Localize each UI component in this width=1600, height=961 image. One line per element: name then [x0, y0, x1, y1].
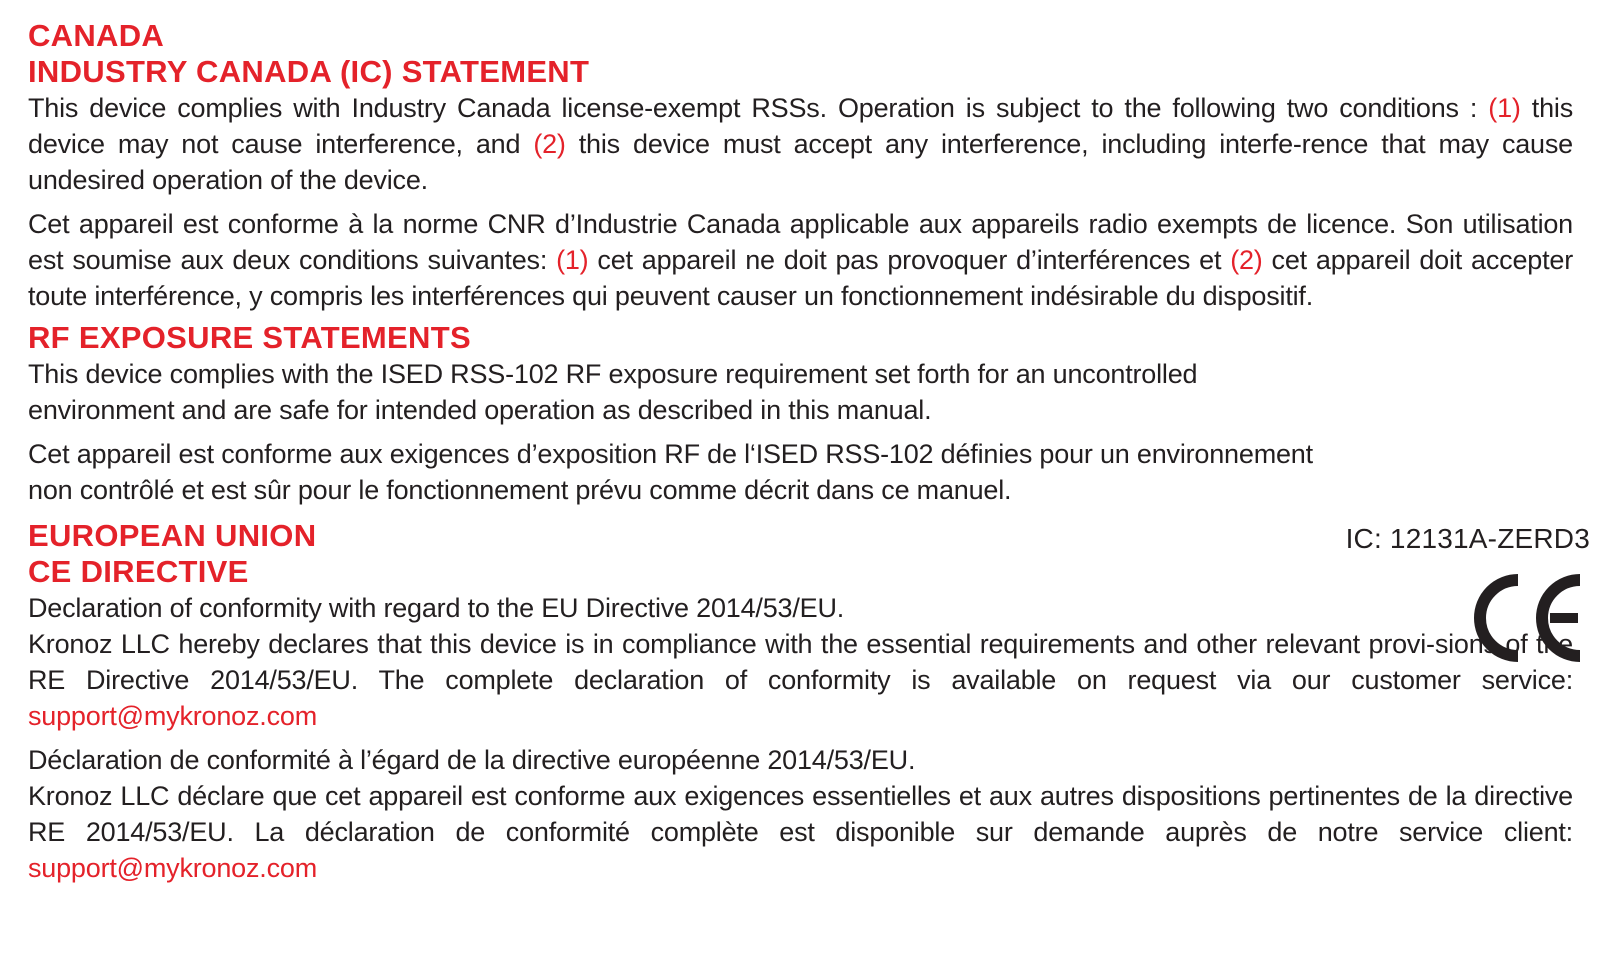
- ce-mark-icon: [1470, 570, 1588, 666]
- eu-heading: [28, 518, 1573, 590]
- eu-section: [28, 518, 1573, 886]
- rf-statement-fr: Cet appareil est conforme aux exigences d’exposition RF de l‘ISED RSS-102 définies pour un environnement non contrôlé et est sûr pour le fonctionnement prévu comme décrit dans ce manuel.: [28, 439, 1313, 505]
- eu-declaration-fr: Déclaration de conformité à l’égard de la directive européenne 2014/53/EU.: [28, 745, 916, 775]
- ic-code-label: IC: 12131A-ZERD3: [1345, 523, 1590, 554]
- ce-directive-heading: CE DIRECTIVE: [28, 554, 249, 589]
- eu-body-en: Kronoz LLC hereby declares that this device is in compliance with the essential requirements and other relevant provi-sions of the RE Directive 2014/53/EU. The complete declaration of conformity is available on request via our customer service: support@mykronoz.com: [28, 629, 1573, 731]
- canada-heading: [28, 18, 1573, 90]
- condition-number-1: (1): [1488, 93, 1521, 123]
- compliance-page: [28, 18, 1573, 886]
- ic-statement-heading: INDUSTRY CANADA (IC) STATEMENT: [28, 54, 590, 89]
- eu-heading-line1: EUROPEAN UNION: [28, 518, 317, 553]
- condition-number-2: (2): [533, 129, 566, 159]
- ic-statement-fr: Cet appareil est conforme à la norme CNR d’Industrie Canada applicable aux appareils radio exempts de licence. Son utilisation est soumise aux deux conditions suivantes: (1) cet appareil ne doit pas provoquer d’interférences et (2) cet appareil doit accepter toute interférence, y compris les interférences qui peuvent causer un fonctionnement indésirable du dispositif.: [28, 209, 1573, 311]
- rf-statement-en: This device complies with the ISED RSS-102 RF exposure requirement set forth for an uncontrolled environment and are safe for intended operation as described in this manual.: [28, 359, 1198, 425]
- canada-section: [28, 18, 1573, 314]
- support-email-link[interactable]: support@mykronoz.com: [28, 701, 318, 731]
- rf-exposure-section: [28, 320, 1573, 508]
- eu-declaration-en: Declaration of conformity with regard to the EU Directive 2014/53/EU.: [28, 593, 845, 623]
- eu-body-fr: Kronoz LLC déclare que cet appareil est conforme aux exigences essentielles et aux autres dispositions pertinentes de la directive RE 2014/53/EU. La déclaration de conformité complète est disponible sur demande auprès de notre service client: support@mykronoz.com: [28, 781, 1573, 883]
- rf-exposure-heading: RF EXPOSURE STATEMENTS: [28, 320, 471, 355]
- canada-heading-line1: CANADA: [28, 18, 165, 53]
- support-email-link-fr[interactable]: support@mykronoz.com: [28, 853, 318, 883]
- condition-number-2-fr: (2): [1230, 245, 1263, 275]
- condition-number-1-fr: (1): [556, 245, 589, 275]
- ic-statement-en: This device complies with Industry Canada license-exempt RSSs. Operation is subject to the following two conditions : (1) this device may not cause interference, and (2) this device must accept any interference, including interfe-rence that may cause undesired operation of the device.: [28, 93, 1573, 195]
